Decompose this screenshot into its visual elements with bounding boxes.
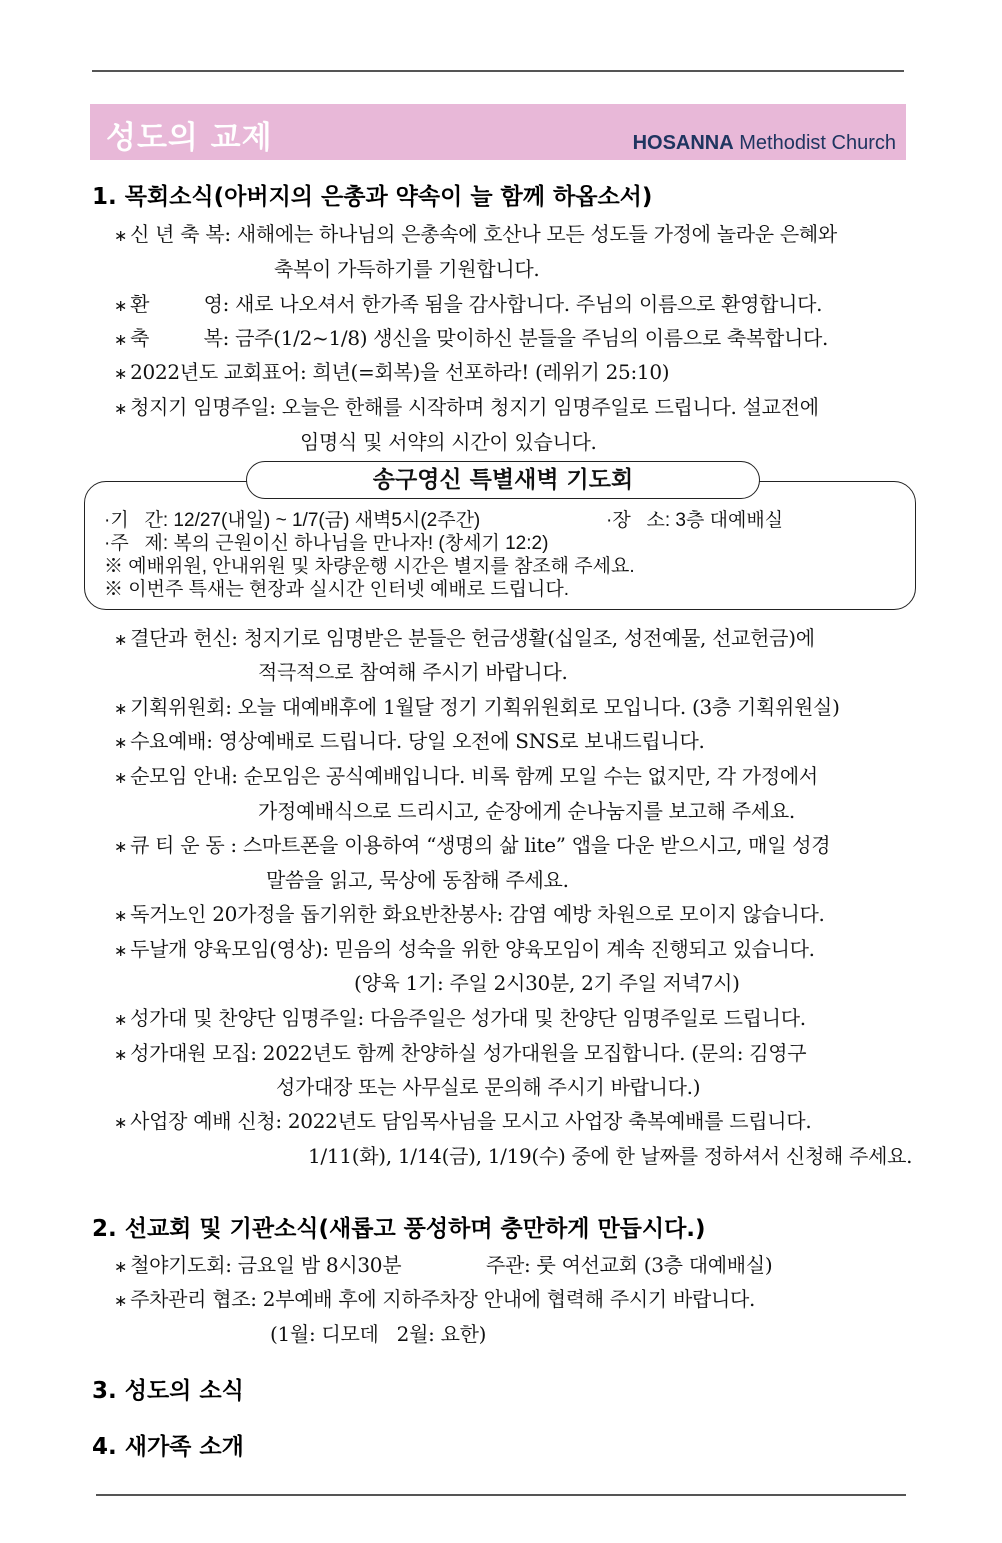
section-heading-1: 1. 목회소식(아버지의 은총과 약속이 늘 함께 하옵소서)	[92, 184, 653, 210]
mission-item	[114, 1249, 401, 1278]
item-label: 성가대원 모집:	[130, 1041, 257, 1065]
item-text: 새해에는 하나님의 은총속에 호산나 모든 성도들 가정에 놀라운 은혜와	[230, 222, 837, 246]
item-label: 순모임 안내:	[130, 764, 238, 788]
item-text: 금주(1/2~1/8) 생신을 맞이하신 분들을 주님의 이름으로 축복합니다.	[229, 326, 829, 350]
bullet-icon: ∗	[114, 837, 128, 856]
top-divider	[92, 70, 904, 72]
news-item	[114, 1105, 811, 1134]
church-name	[633, 132, 896, 155]
item-text: 새로 나오셔서 한가족 됨을 감사합니다. 주님의 이름으로 환영합니다.	[229, 292, 823, 316]
bullet-icon: ∗	[114, 906, 128, 925]
news-item	[114, 760, 818, 789]
prayer-theme: ·주 제: 복의 근원이신 하나님을 만나자! (창세기 12:2)	[104, 533, 549, 554]
item-label: 철야기도회:	[130, 1253, 232, 1277]
section-heading-3: 3. 성도의 소식	[92, 1378, 244, 1404]
item-label: 두날개 양육모임(영상):	[130, 937, 329, 961]
section-banner	[90, 104, 906, 160]
news-item	[114, 898, 825, 927]
item-text: 오늘 대예배후에 1월달 정기 기획위원회로 모입니다. (3층 기획위원실)	[231, 695, 840, 719]
item-label: 주차관리 협조:	[130, 1287, 257, 1311]
prayer-note-2: ※ 이번주 특새는 현장과 실시간 인터넷 예배로 드립니다.	[104, 579, 570, 600]
news-item	[114, 1002, 806, 1031]
item-text: 믿음의 성숙을 위한 양육모임이 계속 진행되고 있습니다.	[328, 937, 815, 961]
item-text: 2022년도 함께 찬양하실 성가대원을 모집합니다. (문의: 김영구	[256, 1041, 807, 1065]
item-text: 영상예배로 드립니다. 당일 오전에 SNS로 보내드립니다.	[212, 729, 705, 753]
prayer-period: ·기 간: 12/27(내일) ~ 1/7(금) 새벽5시(2주간)	[104, 510, 481, 531]
news-item-cont: 축복이 가득하기를 기원합니다.	[274, 257, 540, 281]
item-label: 청지기 임명주일:	[130, 395, 276, 419]
bullet-icon: ∗	[114, 733, 128, 752]
news-item	[114, 218, 837, 247]
news-item	[114, 933, 815, 962]
page-title: 성도의 교제	[106, 120, 273, 156]
section-heading-4: 4. 새가족 소개	[92, 1434, 244, 1460]
bullet-icon: ∗	[114, 941, 128, 960]
item-text: 감염 예방 차원으로 모이지 않습니다.	[502, 902, 825, 926]
item-label: 축 복:	[130, 326, 230, 350]
item-label: 신 년 축 복:	[130, 222, 231, 246]
mission-item-cont: (1월: 디모데 2월: 요한)	[270, 1322, 487, 1346]
item-text: 청지기로 임명받은 분들은 헌금생활(십일조, 성전예물, 선교헌금)에	[237, 626, 815, 650]
item-text: 오늘은 한해를 시작하며 청지기 임명주일로 드립니다. 설교전에	[275, 395, 819, 419]
bullet-icon: ∗	[114, 1257, 128, 1276]
bullet-icon: ∗	[114, 399, 128, 418]
item-label: 2022년도 교회표어:	[130, 360, 307, 384]
bottom-divider	[96, 1494, 906, 1496]
news-item-cont: 말씀을 읽고, 묵상에 동참해 주세요.	[266, 868, 569, 892]
item-text: 순모임은 공식예배입니다. 비록 함께 모일 수는 없지만, 각 가정에서	[237, 764, 818, 788]
bullet-icon: ∗	[114, 1010, 128, 1029]
mission-item-extra: 주관: 룻 여선교회 (3층 대예배실)	[486, 1253, 773, 1277]
news-item	[114, 391, 819, 420]
news-item	[114, 288, 822, 317]
bullet-icon: ∗	[114, 768, 128, 787]
prayer-note-1: ※ 예배위원, 안내위원 및 차량운행 시간은 별지를 참조해 주세요.	[104, 556, 635, 577]
news-item	[114, 691, 840, 720]
news-item-cont: 적극적으로 참여해 주시기 바랍니다.	[258, 660, 568, 684]
church-name-bold: HOSANNA	[632, 132, 734, 154]
bullet-icon: ∗	[114, 226, 128, 245]
news-item-cont: 임명식 및 서약의 시간이 있습니다.	[300, 430, 597, 454]
item-label: 성가대 및 찬양단 임명주일:	[130, 1006, 364, 1030]
bullet-icon: ∗	[114, 699, 128, 718]
news-item-cont: 1/11(화), 1/14(금), 1/19(수) 중에 한 날짜를 정하셔서 신청해 주세요.	[308, 1144, 913, 1168]
bullet-icon: ∗	[114, 1291, 128, 1310]
news-item-cont: 가정예배식으로 드리시고, 순장에게 순나눔지를 보고해 주세요.	[258, 799, 795, 823]
item-label: 독거노인 20가정을 돕기위한 화요반찬봉사:	[130, 902, 503, 926]
item-label: 사업장 예배 신청:	[130, 1109, 282, 1133]
bullet-icon: ∗	[114, 1113, 128, 1132]
item-text: 2부예배 후에 지하주차장 안내에 협력해 주시기 바랍니다.	[256, 1287, 756, 1311]
item-text: 2022년도 담임목사님을 모시고 사업장 축복예배를 드립니다.	[281, 1109, 812, 1133]
item-label: 환 영:	[130, 292, 230, 316]
item-text: 다음주일은 성가대 및 찬양단 임명주일로 드립니다.	[363, 1006, 806, 1030]
news-item	[114, 322, 828, 351]
item-label: 기획위원회:	[130, 695, 232, 719]
prayer-meeting-title: 송구영신 특별새벽 기도회	[246, 461, 760, 499]
section-heading-2: 2. 선교회 및 기관소식(새롭고 풍성하며 충만하게 만듭시다.)	[92, 1216, 706, 1242]
bullet-icon: ∗	[114, 296, 128, 315]
news-item-cont: (양육 1기: 주일 2시30분, 2기 주일 저녁7시)	[354, 971, 740, 995]
news-item-cont: 성가대장 또는 사무실로 문의해 주시기 바랍니다.)	[276, 1075, 701, 1099]
item-label: 결단과 헌신:	[130, 626, 238, 650]
news-item	[114, 725, 705, 754]
bullet-icon: ∗	[114, 1045, 128, 1064]
news-item	[114, 622, 815, 651]
bullet-icon: ∗	[114, 364, 128, 383]
item-text: 금요일 밤 8시30분	[231, 1253, 402, 1277]
mission-item	[114, 1283, 755, 1312]
item-label: 큐 티 운 동 :	[130, 833, 237, 857]
church-name-rest: Methodist Church	[733, 132, 896, 154]
prayer-place: ·장 소: 3층 대예배실	[606, 510, 784, 531]
news-item	[114, 829, 830, 858]
news-item	[114, 1037, 806, 1066]
bullet-icon: ∗	[114, 330, 128, 349]
news-item	[114, 356, 669, 385]
item-text: 스마트폰을 이용하여 “생명의 삶 lite” 앱을 다운 받으시고, 매일 성경	[236, 833, 831, 857]
item-text: 희년(=회복)을 선포하라! (레위기 25:10)	[306, 360, 670, 384]
item-label: 수요예배:	[130, 729, 213, 753]
bullet-icon: ∗	[114, 630, 128, 649]
